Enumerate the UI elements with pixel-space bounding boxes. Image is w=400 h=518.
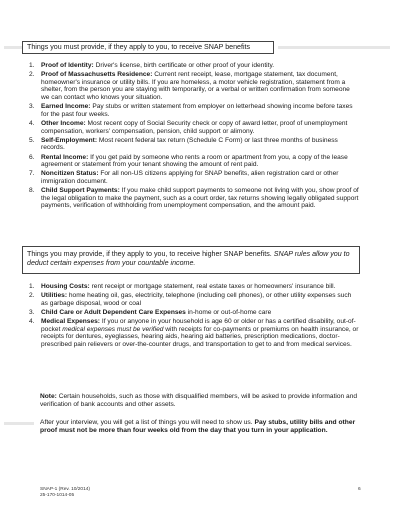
item-title: Other Income: <box>41 119 86 127</box>
item-text: rent receipt or mortgage statement, real estate taxes or homeowners' insurance bill. <box>91 283 336 290</box>
optional-items-list <box>29 283 359 350</box>
item-number: 8. <box>29 187 35 195</box>
item-title: Utilities: <box>41 292 68 300</box>
scan-smudge <box>4 422 34 425</box>
list-item <box>29 103 359 118</box>
item-italic-text: medical expenses must be verified <box>62 325 164 333</box>
item-number: 4. <box>29 318 35 326</box>
form-footer <box>40 487 90 498</box>
item-number: 4. <box>29 119 35 127</box>
note-label: Note: <box>40 393 57 400</box>
scan-smudge <box>278 46 390 49</box>
list-item <box>29 318 359 348</box>
item-number: 5. <box>29 136 35 144</box>
item-title: Earned Income: <box>41 103 91 111</box>
item-text: Most recent copy of Social Security check or copy of award letter, proof of unemployment compensation, workers' compensation, pension, child support or alimony. <box>41 119 348 135</box>
item-text: For all non-US citizens applying for SNAP benefits, alien registration card or other immigration document. <box>41 170 339 185</box>
note-paragraph <box>40 393 360 409</box>
list-item <box>29 170 359 185</box>
list-item <box>29 137 359 152</box>
page-number: 6 <box>358 487 361 492</box>
list-item <box>29 71 359 101</box>
item-number: 7. <box>29 170 35 178</box>
scan-smudge <box>4 46 22 49</box>
item-text: home heating oil, gas, electricity, telephone (including cell phones), or other utility expenses such as garbage disposal, wood or coal <box>41 292 352 307</box>
item-number: 3. <box>29 308 35 316</box>
required-items-list <box>29 62 359 211</box>
list-item <box>29 309 359 317</box>
list-item <box>29 62 359 70</box>
item-text: Current rent receipt, lease, mortgage statement, tax document, homeowner's insurance or utility bills. If you are homeless, a motor vehicle registration, statement from a shelter, from the person you are staying with temporarily, or a verbal or written confirmation from someone we can contact who knows your situation. <box>41 71 350 101</box>
item-text: If you make child support payments to someone not living with you, show proof of the legal obligation to make the payment, such as a court order, tax returns showing legally obligated support payments, verification of withholding from unemployment compensation, and the amount paid. <box>41 187 359 210</box>
item-number: 3. <box>29 103 35 111</box>
item-title: Noncitizen Status: <box>41 170 99 178</box>
item-title: Medical Expenses: <box>41 318 101 326</box>
item-text: in-home or out-of-home care <box>187 308 272 316</box>
item-text: with receipts for co-payments or premiums on health insurance, or receipts for dentures, eyeglasses, hearing aids, hearing aid batteries, prescription medications, doctor-prescribed pain relievers or over-the-counter drugs, and transportation to get to and from medical services. <box>41 325 359 348</box>
list-item <box>29 120 359 135</box>
form-code: 25-170-1014-05 <box>40 492 75 498</box>
item-title: Rental Income: <box>41 153 89 161</box>
list-item <box>29 283 359 291</box>
item-title: Self-Employment: <box>41 136 98 144</box>
item-text: Pay stubs or written statement from employer on letterhead showing income before taxes for the past four weeks. <box>41 103 353 118</box>
after-interview-paragraph <box>40 419 372 435</box>
item-title: Child Support Payments: <box>41 187 120 195</box>
list-item <box>29 154 359 169</box>
heading-text: Things you must provide, if they apply to you, to receive SNAP benefits <box>27 43 251 51</box>
after-interview-bold-text: Pay stubs, utility bills and other proof must not be more than four weeks old from the day that you turn in your application. <box>40 419 356 435</box>
note-text: Certain households, such as those with disqualified members, will be asked to provide information and verification of bank accounts and other assets. <box>40 393 358 408</box>
item-number: 2. <box>29 71 35 79</box>
item-number: 6. <box>29 153 35 161</box>
optional-items-heading <box>22 246 360 274</box>
item-text: Driver's license, birth certificate or other proof of your identity. <box>95 62 275 69</box>
required-items-heading <box>22 41 274 54</box>
item-text: If you or anyone in your household is age 60 or older or has a certified disability, out-of-pocket <box>41 318 356 333</box>
item-title: Proof of Identity: <box>41 62 94 69</box>
item-number: 2. <box>29 292 35 300</box>
item-number: 1. <box>29 283 35 290</box>
intro-text: Things you may provide, if they apply to you, to receive higher SNAP benefits. <box>27 250 274 258</box>
list-item <box>29 187 359 210</box>
item-text: If you get paid by someone who rents a room or apartment from you, a copy of the lease agreement or statement from your tenant showing the amount of rent paid. <box>41 153 348 169</box>
after-interview-text: After your interview, you will get a list of things you will need to show us. <box>40 419 255 426</box>
form-number: SNAP-1 (Rev. 10/2014) <box>40 487 91 492</box>
item-title: Housing Costs: <box>41 283 90 290</box>
item-number: 1. <box>29 62 35 69</box>
list-item <box>29 292 359 307</box>
item-text: Most recent federal tax return (Schedule C Form) or last three months of business records. <box>41 136 338 152</box>
item-title: Proof of Massachusetts Residence: <box>41 71 153 79</box>
item-title: Child Care or Adult Dependent Care Expenses <box>41 308 186 316</box>
intro-italic-text: SNAP rules allow you to deduct certain expenses from your countable income. <box>27 250 350 267</box>
